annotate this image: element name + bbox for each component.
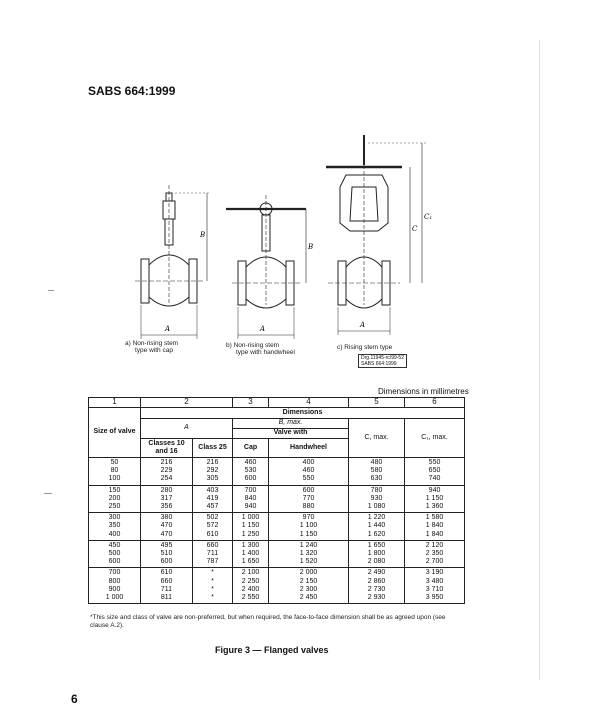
cell-handwheel: 1 240 1 320 1 520: [269, 540, 349, 568]
caption-b-line2: type with handwheel: [236, 349, 295, 356]
valve-drawing-cap: [115, 185, 215, 340]
cell-a-25: 660 711 787: [193, 540, 233, 568]
header-handwheel: Handwheel: [269, 439, 349, 458]
cell-a-25: * * * *: [193, 568, 233, 604]
caption-b: [226, 342, 295, 356]
table-row: [89, 485, 465, 513]
cell-a-10-16: 216 229 254: [141, 458, 193, 486]
header-valve-with: Valve with: [233, 429, 349, 439]
cell-a-10-16: 610 660 711 811: [141, 568, 193, 604]
table-row: [89, 568, 465, 604]
cell-size: 50 80 100: [89, 458, 141, 486]
dim-label-c1: C₁: [424, 213, 433, 221]
stamp-line1: Drg.11945-rc/99-52: [361, 355, 404, 361]
header-a: A: [141, 419, 233, 439]
caption-a-line2: type with cap: [135, 347, 173, 354]
cell-handwheel: 2 000 2 150 2 300 2 450: [269, 568, 349, 604]
cell-cap: 1 300 1 400 1 650: [233, 540, 269, 568]
cell-a-25: 403 419 457: [193, 485, 233, 513]
page-number: 6: [71, 692, 78, 706]
dim-label-c: C: [412, 225, 418, 233]
header-c-max: C, max.: [349, 419, 405, 458]
cell-cap: 700 840 940: [233, 485, 269, 513]
cell-a-10-16: 380 470 470: [141, 513, 193, 541]
table-row: [89, 540, 465, 568]
dim-label-a: A: [260, 325, 266, 333]
cell-cap: 460 530 600: [233, 458, 269, 486]
caption-a: [125, 340, 178, 354]
header-dimensions: Dimensions: [141, 408, 465, 419]
cell-c1: 2 120 2 350 2 700: [405, 540, 465, 568]
caption-b-line1: b) Non-rising stem: [226, 342, 280, 349]
dim-label-b: B: [308, 243, 314, 251]
header-classes-10-16: Classes 10 and 16: [141, 439, 193, 458]
col-number: 2: [141, 398, 233, 408]
col-number: 6: [405, 398, 465, 408]
header-class-25: Class 25: [193, 439, 233, 458]
dimensions-note: Dimensions in millimetres: [378, 387, 469, 396]
cell-a-25: 216 292 305: [193, 458, 233, 486]
scan-mark: [44, 493, 52, 494]
col-number: 5: [349, 398, 405, 408]
standard-header: SABS 664:1999: [88, 84, 176, 98]
col-number: 3: [233, 398, 269, 408]
header-cap: Cap: [233, 439, 269, 458]
drawing-stamp: [358, 354, 407, 368]
col-number: 1: [89, 398, 141, 408]
dim-label-a: A: [360, 321, 366, 329]
table-row: [89, 458, 465, 486]
header-b-max: B, max.: [233, 419, 349, 429]
column-number-row: [89, 398, 465, 408]
cell-c: 1 650 1 800 2 080: [349, 540, 405, 568]
header-c1-max: C₁, max.: [405, 419, 465, 458]
cell-cap: 1 000 1 150 1 250: [233, 513, 269, 541]
cell-c1: 550 650 740: [405, 458, 465, 486]
figure-title: Figure 3 — Flanged valves: [215, 645, 329, 655]
caption-a-line1: a) Non-rising stem: [125, 340, 179, 347]
dim-label-a: A: [165, 325, 171, 333]
cell-c: 480 580 630: [349, 458, 405, 486]
cell-a-25: 502 572 610: [193, 513, 233, 541]
dim-label-b: B: [200, 231, 206, 239]
cell-c1: 940 1 150 1 360: [405, 485, 465, 513]
col-number: 4: [269, 398, 349, 408]
table-row: [89, 513, 465, 541]
cell-size: 150 200 250: [89, 485, 141, 513]
cell-c: 780 930 1 080: [349, 485, 405, 513]
cell-cap: 2 100 2 250 2 400 2 550: [233, 568, 269, 604]
cell-handwheel: 600 770 880: [269, 485, 349, 513]
valve-drawing-rising-stem: [318, 135, 438, 340]
cell-size: 450 500 600: [89, 540, 141, 568]
cell-c: 1 220 1 440 1 620: [349, 513, 405, 541]
scan-mark: [48, 290, 54, 291]
cell-c1: 3 190 3 480 3 710 3 950: [405, 568, 465, 604]
caption-c: [337, 344, 392, 351]
cell-a-10-16: 495 510 600: [141, 540, 193, 568]
cell-a-10-16: 280 317 356: [141, 485, 193, 513]
cell-handwheel: 400 460 550: [269, 458, 349, 486]
dimensions-table: [88, 397, 464, 625]
cell-size: 700 800 900 1 000: [89, 568, 141, 604]
scan-edge: [539, 40, 540, 680]
valve-drawing-handwheel: [220, 195, 330, 340]
caption-c-line1: c) Rising stem type: [337, 344, 393, 351]
cell-c: 2 490 2 860 2 730 2 930: [349, 568, 405, 604]
stamp-line2: SABS 664:1999: [361, 361, 397, 367]
header-size: Size of valve: [89, 408, 141, 458]
cell-size: 300 350 400: [89, 513, 141, 541]
table-footnote: *This size and class of valve are non-preferred, but when required, the face-to-face dimension shall be as agreed upon (see clause A.2).: [90, 614, 446, 629]
cell-c1: 1 580 1 840 1 840: [405, 513, 465, 541]
cell-handwheel: 970 1 100 1 150: [269, 513, 349, 541]
